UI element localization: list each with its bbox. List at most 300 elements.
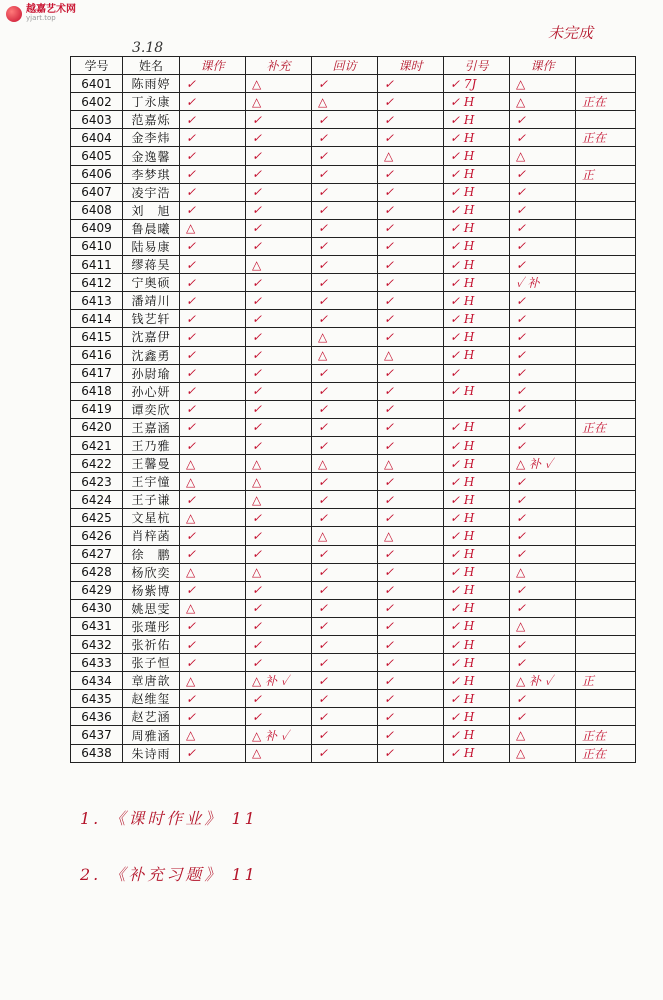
task-mark-cell-1: △ <box>180 599 246 617</box>
task-mark-cell-4: ✓ <box>378 726 444 744</box>
task-mark-cell-5: ✓ <box>444 364 510 382</box>
task-mark-cell-4: ✓ <box>378 672 444 690</box>
task-mark-cell-4: ✓ <box>378 418 444 436</box>
table-row <box>71 256 636 274</box>
task-mark-cell-1: △ <box>180 473 246 491</box>
homework-roster-table <box>70 56 636 763</box>
task-mark-cell-1: ✓ <box>180 744 246 762</box>
task-mark-cell-2: ✓ <box>246 147 312 165</box>
task-mark-cell-1: ✓ <box>180 274 246 292</box>
student-id-cell: 6412 <box>71 274 123 292</box>
task-mark-cell-3: ✓ <box>312 400 378 418</box>
task-mark-cell-6: △ <box>510 93 576 111</box>
remark-cell: 正 <box>576 165 636 183</box>
task-mark-cell-5: ✓ H <box>444 654 510 672</box>
task-mark-cell-3: ✓ <box>312 201 378 219</box>
table-row <box>71 93 636 111</box>
task-mark-cell-2: ✓ <box>246 219 312 237</box>
task-mark-cell-4: ✓ <box>378 183 444 201</box>
student-id-cell: 6433 <box>71 654 123 672</box>
table-row <box>71 455 636 473</box>
student-name-cell: 鲁晨曦 <box>123 219 180 237</box>
task-mark-cell-1: ✓ <box>180 147 246 165</box>
task-mark-cell-6: △ <box>510 617 576 635</box>
task-mark-cell-6: ✓ <box>510 219 576 237</box>
student-id-cell: 6420 <box>71 418 123 436</box>
student-name-cell: 王子谦 <box>123 491 180 509</box>
task-mark-cell-4: ✓ <box>378 75 444 93</box>
student-id-cell: 6436 <box>71 708 123 726</box>
task-mark-cell-3: ✓ <box>312 147 378 165</box>
task-mark-cell-2: ✓ <box>246 708 312 726</box>
table-row <box>71 617 636 635</box>
task-mark-cell-2: ✓ <box>246 690 312 708</box>
task-mark-cell-5 <box>444 400 510 418</box>
table-row <box>71 690 636 708</box>
task-mark-cell-3: △ <box>312 527 378 545</box>
student-name-cell: 凌宇浩 <box>123 183 180 201</box>
logo-title: 越嘉艺术网 <box>26 4 76 15</box>
task-mark-cell-6: ✓ <box>510 129 576 147</box>
student-name-cell: 丁永康 <box>123 93 180 111</box>
task-mark-cell-3: ✓ <box>312 509 378 527</box>
student-name-cell: 孙尉瑜 <box>123 364 180 382</box>
remark-cell: 正在 <box>576 418 636 436</box>
task-mark-cell-2: ✓ <box>246 292 312 310</box>
student-name-cell: 张子恒 <box>123 654 180 672</box>
task-mark-cell-4: ✓ <box>378 111 444 129</box>
task-mark-cell-2: △ 补 ✓ <box>246 672 312 690</box>
remark-cell <box>576 274 636 292</box>
student-name-cell: 刘 旭 <box>123 201 180 219</box>
student-name-cell: 杨紫博 <box>123 581 180 599</box>
student-name-cell: 李梦琪 <box>123 165 180 183</box>
table-row <box>71 744 636 762</box>
student-name-cell: 周雅涵 <box>123 726 180 744</box>
task-mark-cell-3: ✓ <box>312 111 378 129</box>
student-id-cell: 6431 <box>71 617 123 635</box>
table-row <box>71 436 636 454</box>
student-name-cell: 缪蒋昊 <box>123 256 180 274</box>
task-mark-cell-4: ✓ <box>378 201 444 219</box>
student-name-cell: 王乃雅 <box>123 436 180 454</box>
task-mark-cell-4: ✓ <box>378 581 444 599</box>
task-mark-cell-4: ✓ <box>378 545 444 563</box>
task-mark-cell-6: ✓ <box>510 310 576 328</box>
task-mark-cell-2: ✓ <box>246 400 312 418</box>
student-name-cell: 沈嘉伊 <box>123 328 180 346</box>
task-mark-cell-3: ✓ <box>312 672 378 690</box>
task-mark-cell-6: △ 补 ✓ <box>510 672 576 690</box>
task-mark-cell-6: ✓ <box>510 201 576 219</box>
task-mark-cell-1: ✓ <box>180 364 246 382</box>
student-id-cell: 6428 <box>71 563 123 581</box>
task-mark-cell-1: ✓ <box>180 256 246 274</box>
task-mark-cell-1: ✓ <box>180 636 246 654</box>
student-id-cell: 6418 <box>71 382 123 400</box>
task-mark-cell-6: ✓ <box>510 418 576 436</box>
task-mark-cell-3: ✓ <box>312 744 378 762</box>
task-mark-cell-3: ✓ <box>312 292 378 310</box>
remark-cell <box>576 563 636 581</box>
table-row <box>71 147 636 165</box>
task-mark-cell-3: ✓ <box>312 581 378 599</box>
task-mark-cell-2: ✓ <box>246 328 312 346</box>
remark-cell <box>576 545 636 563</box>
logo-url: yjart.top <box>26 14 56 22</box>
remark-cell <box>576 183 636 201</box>
task-mark-cell-2: △ <box>246 563 312 581</box>
task-mark-cell-6: ✓ <box>510 364 576 382</box>
remark-cell <box>576 473 636 491</box>
task-mark-cell-5: ✓ H <box>444 599 510 617</box>
task-mark-cell-6: ✓ <box>510 509 576 527</box>
task-mark-cell-3: ✓ <box>312 75 378 93</box>
student-id-cell: 6401 <box>71 75 123 93</box>
student-id-cell: 6435 <box>71 690 123 708</box>
task-mark-cell-5: ✓ H <box>444 455 510 473</box>
task-mark-cell-6: ✓ <box>510 473 576 491</box>
student-id-cell: 6419 <box>71 400 123 418</box>
student-id-cell: 6409 <box>71 219 123 237</box>
task-mark-cell-4: ✓ <box>378 473 444 491</box>
student-id-cell: 6437 <box>71 726 123 744</box>
table-row <box>71 599 636 617</box>
task-mark-cell-6: ✓ <box>510 599 576 617</box>
task-mark-cell-4: ✓ <box>378 310 444 328</box>
student-name-cell: 杨欣奕 <box>123 563 180 581</box>
task-mark-cell-1: △ <box>180 726 246 744</box>
task-mark-cell-5: ✓ H <box>444 545 510 563</box>
student-name-cell: 潘靖川 <box>123 292 180 310</box>
task-mark-cell-1: ✓ <box>180 129 246 147</box>
student-id-cell: 6425 <box>71 509 123 527</box>
student-id-cell: 6404 <box>71 129 123 147</box>
task-mark-cell-2: △ <box>246 744 312 762</box>
student-name-cell: 赵艺涵 <box>123 708 180 726</box>
table-row <box>71 491 636 509</box>
task-mark-cell-3: △ <box>312 455 378 473</box>
task-mark-cell-3: ✓ <box>312 256 378 274</box>
task-mark-cell-5: ✓ H <box>444 672 510 690</box>
task-mark-cell-5: ✓ H <box>444 292 510 310</box>
task-mark-cell-4: ✓ <box>378 509 444 527</box>
student-id-cell: 6411 <box>71 256 123 274</box>
task-mark-cell-1: ✓ <box>180 292 246 310</box>
task-mark-cell-6: ✓ <box>510 346 576 364</box>
student-name-cell: 沈鑫勇 <box>123 346 180 364</box>
task-mark-cell-6: ✓ <box>510 527 576 545</box>
task-mark-cell-5: ✓ H <box>444 581 510 599</box>
task-mark-cell-6: △ <box>510 744 576 762</box>
task-mark-cell-5: ✓ H <box>444 418 510 436</box>
student-id-cell: 6402 <box>71 93 123 111</box>
task-mark-cell-3: △ <box>312 346 378 364</box>
task-mark-cell-3: ✓ <box>312 274 378 292</box>
student-id-cell: 6415 <box>71 328 123 346</box>
task-mark-cell-1: ✓ <box>180 400 246 418</box>
table-row <box>71 418 636 436</box>
task-mark-cell-5: ✓ H <box>444 274 510 292</box>
remark-cell <box>576 436 636 454</box>
task-mark-cell-6: △ <box>510 726 576 744</box>
task-mark-cell-1: ✓ <box>180 183 246 201</box>
task-mark-cell-6: ✓ <box>510 237 576 255</box>
task-mark-cell-4: ✓ <box>378 563 444 581</box>
task-mark-cell-3: ✓ <box>312 418 378 436</box>
task-mark-cell-4: ✓ <box>378 636 444 654</box>
student-id-cell: 6414 <box>71 310 123 328</box>
task-mark-cell-1: ✓ <box>180 617 246 635</box>
student-name-cell: 陈雨婷 <box>123 75 180 93</box>
student-id-cell: 6427 <box>71 545 123 563</box>
task-mark-cell-2: △ 补 ✓ <box>246 726 312 744</box>
task-mark-cell-1: ✓ <box>180 75 246 93</box>
table-header-row <box>71 57 636 75</box>
table-row <box>71 111 636 129</box>
table-row <box>71 75 636 93</box>
task-mark-cell-5: ✓ H <box>444 165 510 183</box>
task-mark-cell-5: ✓ H <box>444 617 510 635</box>
student-name-cell: 陆易康 <box>123 237 180 255</box>
remark-cell <box>576 599 636 617</box>
task-mark-cell-4: ✓ <box>378 744 444 762</box>
task-mark-cell-5: ✓ H <box>444 256 510 274</box>
task-mark-cell-3: ✓ <box>312 690 378 708</box>
task-mark-cell-5: ✓ H <box>444 744 510 762</box>
remark-cell <box>576 690 636 708</box>
remark-cell: 正在 <box>576 744 636 762</box>
task-mark-cell-4: ✓ <box>378 274 444 292</box>
student-name-cell: 王嘉涵 <box>123 418 180 436</box>
task-mark-cell-5: ✓ H <box>444 237 510 255</box>
task-mark-cell-1: ✓ <box>180 418 246 436</box>
header-task-2: 补充 <box>246 57 312 75</box>
task-mark-cell-5: ✓ H <box>444 491 510 509</box>
task-mark-cell-2: ✓ <box>246 111 312 129</box>
task-mark-cell-4: ✓ <box>378 219 444 237</box>
task-mark-cell-3: ✓ <box>312 491 378 509</box>
task-mark-cell-3: ✓ <box>312 382 378 400</box>
student-id-cell: 6434 <box>71 672 123 690</box>
table-row <box>71 636 636 654</box>
task-mark-cell-1: ✓ <box>180 545 246 563</box>
task-mark-cell-2: ✓ <box>246 346 312 364</box>
handwritten-date: 3.18 <box>132 40 164 56</box>
task-mark-cell-5: ✓ H <box>444 147 510 165</box>
task-mark-cell-1: ✓ <box>180 237 246 255</box>
student-name-cell: 金李炜 <box>123 129 180 147</box>
task-mark-cell-2: △ <box>246 491 312 509</box>
task-mark-cell-1: ✓ <box>180 165 246 183</box>
header-task-5: 引号 <box>444 57 510 75</box>
table-row <box>71 563 636 581</box>
task-mark-cell-6: ✓ <box>510 690 576 708</box>
remark-cell <box>576 455 636 473</box>
header-student-name: 姓名 <box>123 57 180 75</box>
task-mark-cell-1: △ <box>180 563 246 581</box>
remark-cell <box>576 310 636 328</box>
task-mark-cell-2: △ <box>246 473 312 491</box>
task-mark-cell-6: ✓ <box>510 436 576 454</box>
student-id-cell: 6422 <box>71 455 123 473</box>
task-mark-cell-2: ✓ <box>246 129 312 147</box>
task-mark-cell-1: ✓ <box>180 93 246 111</box>
task-mark-cell-3: △ <box>312 328 378 346</box>
table-row <box>71 201 636 219</box>
task-mark-cell-2: ✓ <box>246 599 312 617</box>
student-id-cell: 6406 <box>71 165 123 183</box>
task-mark-cell-3: ✓ <box>312 364 378 382</box>
task-mark-cell-3: ✓ <box>312 654 378 672</box>
task-mark-cell-6: ✓ <box>510 183 576 201</box>
student-name-cell: 宁奥硕 <box>123 274 180 292</box>
student-id-cell: 6413 <box>71 292 123 310</box>
task-mark-cell-5: ✓ H <box>444 473 510 491</box>
task-mark-cell-5: ✓ H <box>444 201 510 219</box>
task-mark-cell-5: ✓ H <box>444 346 510 364</box>
remark-cell <box>576 346 636 364</box>
student-name-cell: 姚思雯 <box>123 599 180 617</box>
task-mark-cell-6: ✓ <box>510 292 576 310</box>
task-mark-cell-4: ✓ <box>378 382 444 400</box>
remark-cell <box>576 636 636 654</box>
task-mark-cell-1: ✓ <box>180 690 246 708</box>
task-mark-cell-3: ✓ <box>312 219 378 237</box>
table-row <box>71 129 636 147</box>
student-id-cell: 6429 <box>71 581 123 599</box>
task-mark-cell-4: ✓ <box>378 690 444 708</box>
remark-cell <box>576 708 636 726</box>
task-mark-cell-2: △ <box>246 256 312 274</box>
student-name-cell: 金逸馨 <box>123 147 180 165</box>
task-mark-cell-2: △ <box>246 75 312 93</box>
table-row <box>71 400 636 418</box>
student-id-cell: 6408 <box>71 201 123 219</box>
task-mark-cell-4: ✓ <box>378 400 444 418</box>
task-mark-cell-6: ✓ <box>510 328 576 346</box>
table-row <box>71 364 636 382</box>
remark-cell <box>576 581 636 599</box>
student-id-cell: 6424 <box>71 491 123 509</box>
header-student-id: 学号 <box>71 57 123 75</box>
task-mark-cell-1: ✓ <box>180 201 246 219</box>
task-mark-cell-6: △ <box>510 147 576 165</box>
task-mark-cell-1: △ <box>180 219 246 237</box>
task-mark-cell-3: ✓ <box>312 183 378 201</box>
task-mark-cell-1: ✓ <box>180 111 246 129</box>
header-remarks <box>576 57 636 75</box>
student-id-cell: 6426 <box>71 527 123 545</box>
task-mark-cell-2: ✓ <box>246 183 312 201</box>
task-mark-cell-2: ✓ <box>246 436 312 454</box>
student-name-cell: 王馨曼 <box>123 455 180 473</box>
task-mark-cell-5: ✓ H <box>444 509 510 527</box>
task-mark-cell-2: ✓ <box>246 237 312 255</box>
table-row <box>71 237 636 255</box>
table-row <box>71 346 636 364</box>
remark-cell <box>576 509 636 527</box>
task-mark-cell-4: △ <box>378 147 444 165</box>
table-row <box>71 382 636 400</box>
task-mark-cell-5: ✓ H <box>444 382 510 400</box>
task-mark-cell-4: ✓ <box>378 491 444 509</box>
remark-cell <box>576 256 636 274</box>
remark-cell <box>576 400 636 418</box>
table-row <box>71 183 636 201</box>
student-name-cell: 肖梓菡 <box>123 527 180 545</box>
remark-cell <box>576 491 636 509</box>
remark-cell: 正在 <box>576 726 636 744</box>
task-mark-cell-2: ✓ <box>246 617 312 635</box>
remark-cell <box>576 364 636 382</box>
header-task-4: 课时 <box>378 57 444 75</box>
task-mark-cell-4: ✓ <box>378 129 444 147</box>
student-name-cell: 孙心妍 <box>123 382 180 400</box>
student-name-cell: 赵维玺 <box>123 690 180 708</box>
student-name-cell: 张瑾彤 <box>123 617 180 635</box>
task-mark-cell-2: ✓ <box>246 545 312 563</box>
task-mark-cell-1: ✓ <box>180 328 246 346</box>
table-row <box>71 310 636 328</box>
task-mark-cell-5: ✓ H <box>444 183 510 201</box>
task-mark-cell-2: △ <box>246 93 312 111</box>
task-mark-cell-6: ✓ 补 <box>510 274 576 292</box>
logo-icon <box>6 6 22 22</box>
footer-note-2: 2. 《补充习题》 11 <box>80 865 258 884</box>
table-row <box>71 708 636 726</box>
table-row <box>71 654 636 672</box>
task-mark-cell-3: ✓ <box>312 599 378 617</box>
task-mark-cell-6: ✓ <box>510 708 576 726</box>
task-mark-cell-4: ✓ <box>378 708 444 726</box>
task-mark-cell-1: ✓ <box>180 581 246 599</box>
task-mark-cell-3: ✓ <box>312 129 378 147</box>
table-body <box>71 75 636 763</box>
table-row <box>71 274 636 292</box>
student-id-cell: 6423 <box>71 473 123 491</box>
task-mark-cell-6: ✓ <box>510 256 576 274</box>
task-mark-cell-5: ✓ H <box>444 636 510 654</box>
task-mark-cell-4: ✓ <box>378 93 444 111</box>
task-mark-cell-2: ✓ <box>246 382 312 400</box>
task-mark-cell-2: △ <box>246 455 312 473</box>
task-mark-cell-4: ✓ <box>378 599 444 617</box>
task-mark-cell-3: ✓ <box>312 726 378 744</box>
task-mark-cell-6: ✓ <box>510 491 576 509</box>
task-mark-cell-1: ✓ <box>180 436 246 454</box>
remark-cell <box>576 328 636 346</box>
remark-cell <box>576 382 636 400</box>
task-mark-cell-4: △ <box>378 455 444 473</box>
student-id-cell: 6417 <box>71 364 123 382</box>
table-row <box>71 581 636 599</box>
student-name-cell: 章唐歆 <box>123 672 180 690</box>
table-row <box>71 527 636 545</box>
student-name-cell: 朱诗雨 <box>123 744 180 762</box>
task-mark-cell-3: ✓ <box>312 237 378 255</box>
task-mark-cell-5: ✓ H <box>444 93 510 111</box>
student-id-cell: 6430 <box>71 599 123 617</box>
task-mark-cell-5: ✓ H <box>444 726 510 744</box>
task-mark-cell-1: ✓ <box>180 708 246 726</box>
table-row <box>71 726 636 744</box>
task-mark-cell-3: △ <box>312 93 378 111</box>
task-mark-cell-2: ✓ <box>246 310 312 328</box>
footer-note-1: 1. 《课时作业》 11 <box>80 809 258 828</box>
task-mark-cell-5: ✓ H <box>444 129 510 147</box>
task-mark-cell-6: ✓ <box>510 165 576 183</box>
